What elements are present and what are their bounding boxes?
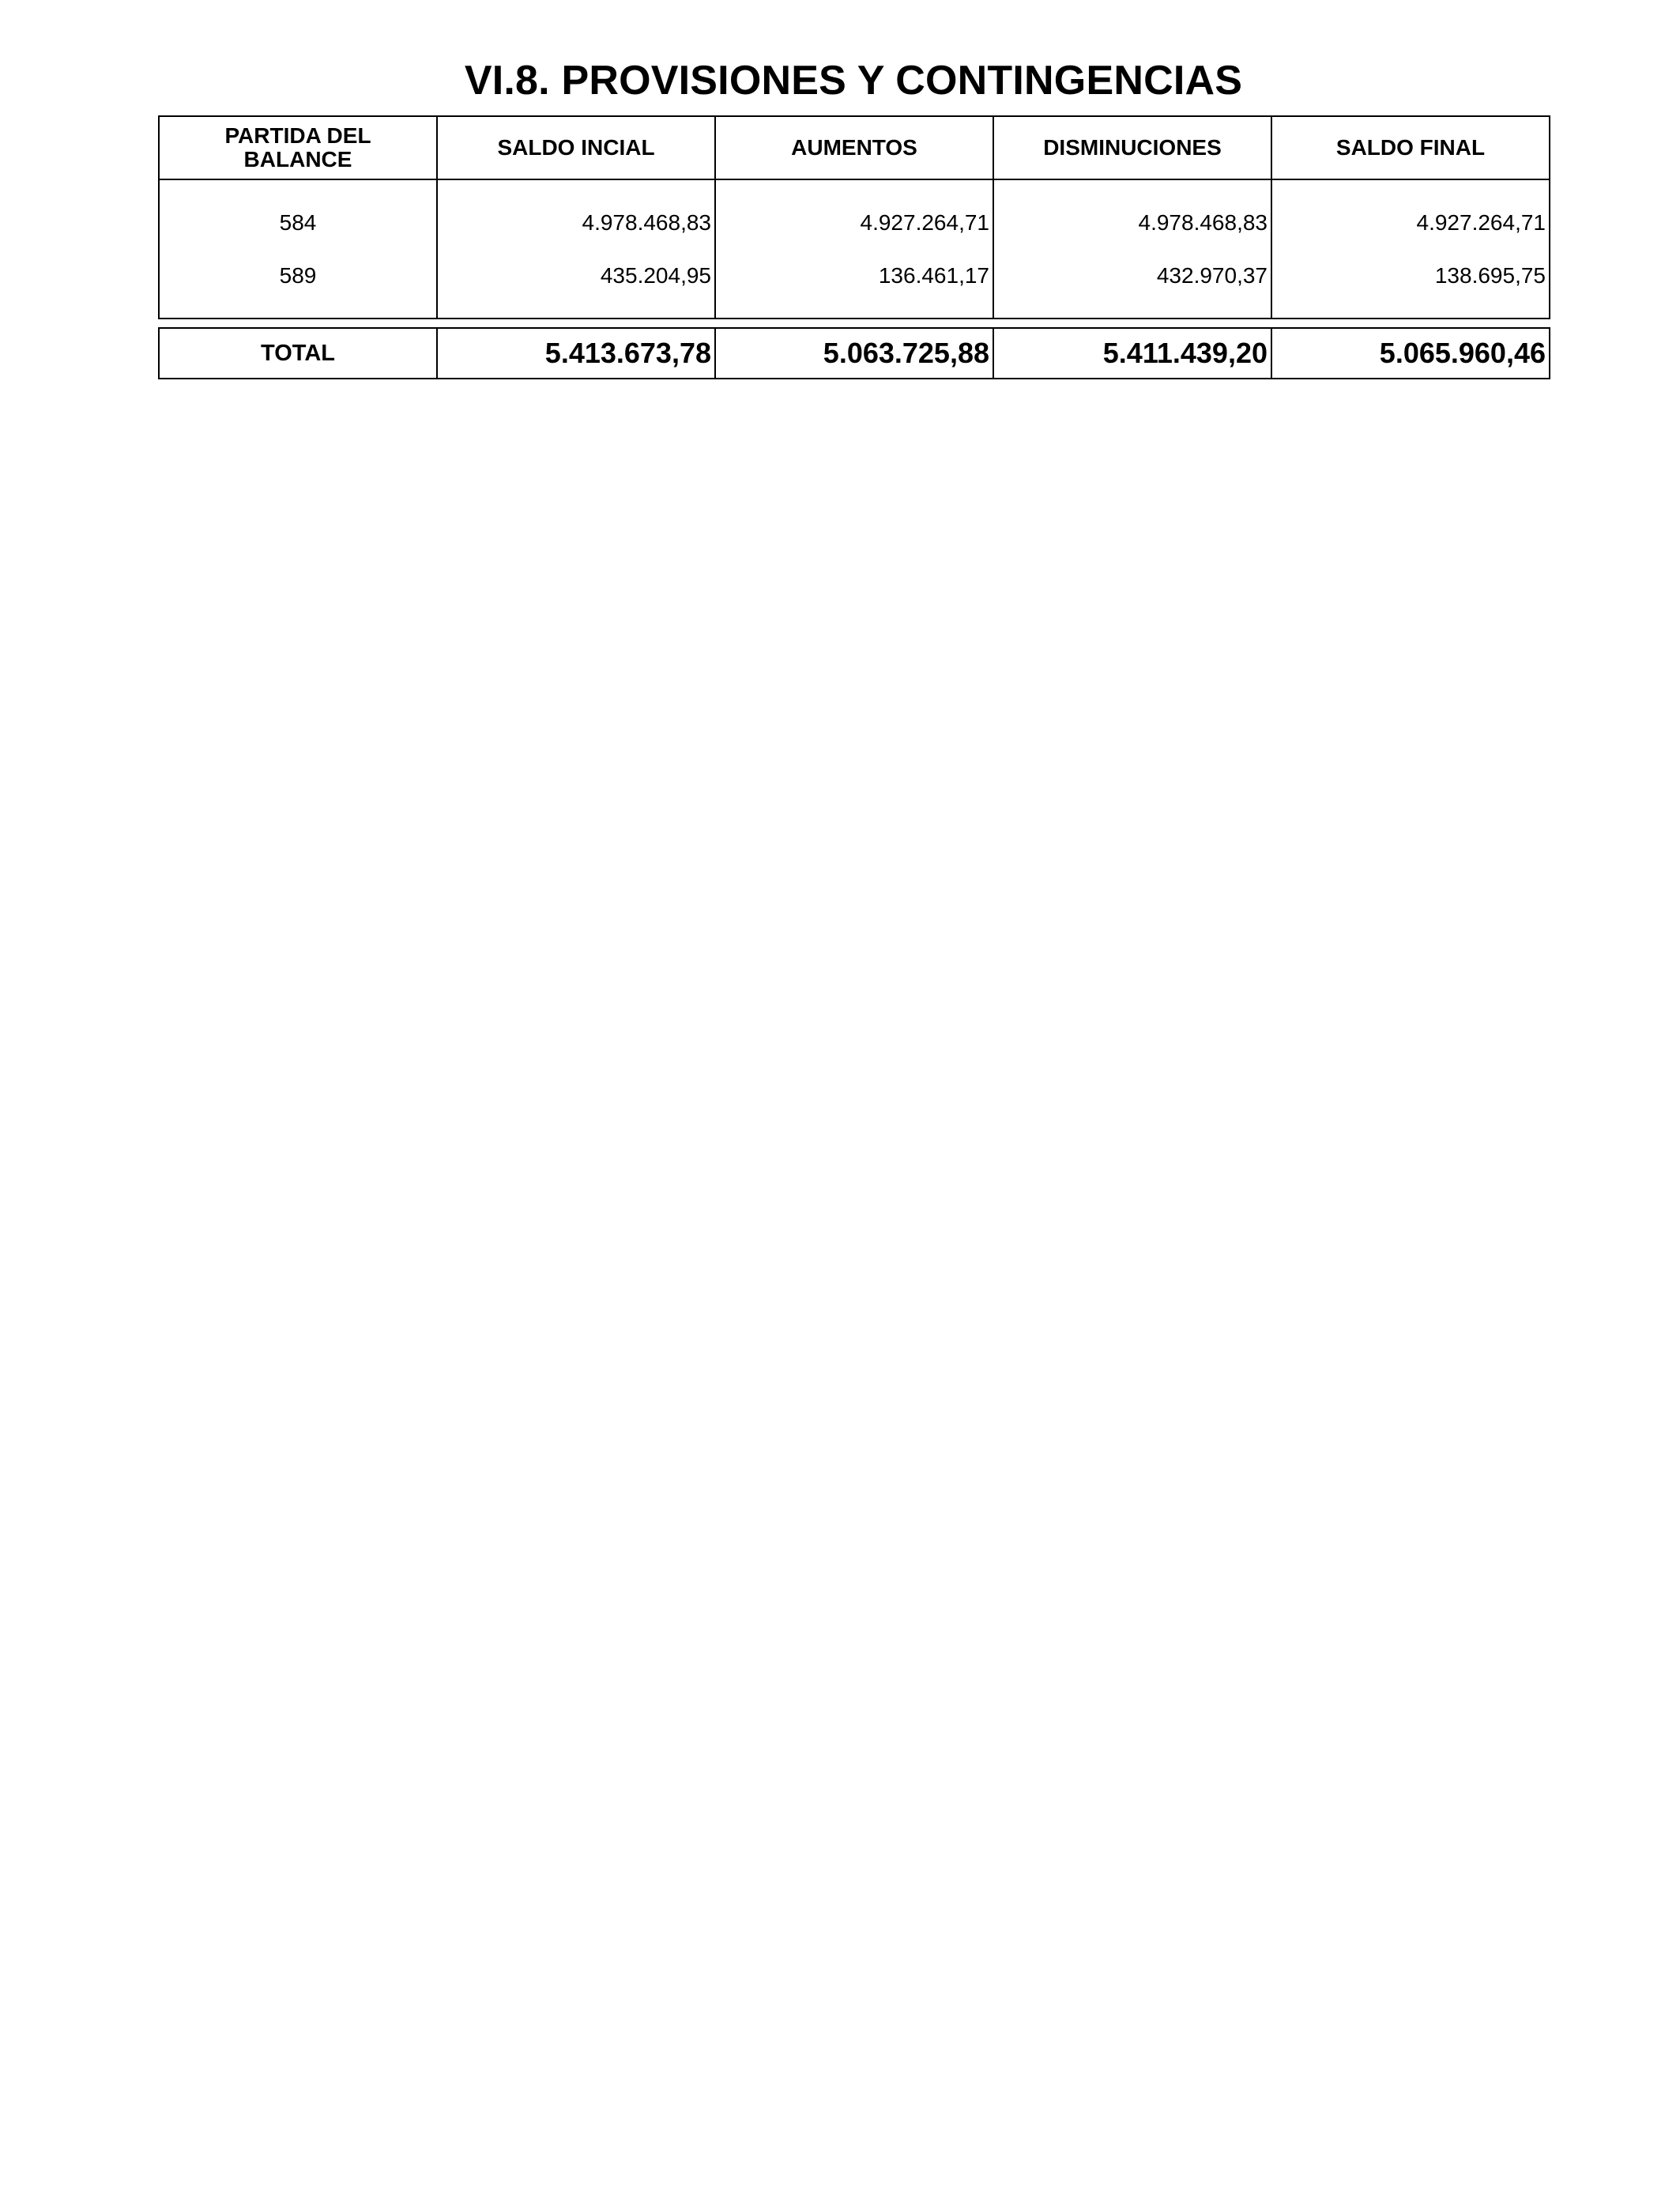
header-disminuciones: DISMINUCIONES [993, 116, 1271, 179]
total-table [158, 327, 1550, 379]
header-saldo-final: SALDO FINAL [1271, 116, 1550, 179]
header-saldo-inicial: SALDO INCIAL [437, 116, 715, 179]
header-aumentos: AUMENTOS [715, 116, 993, 179]
total-disminuciones: 5.411.439,20 [993, 328, 1271, 379]
table-row [159, 257, 1550, 319]
cell-partida: 589 [159, 257, 437, 319]
header-partida-del-balance: PARTIDA DEL BALANCE [159, 116, 437, 179]
cell-saldo-final: 138.695,75 [1271, 257, 1550, 319]
total-aumentos: 5.063.725,88 [715, 328, 993, 379]
cell-disminuciones: 432.970,37 [993, 257, 1271, 319]
total-saldo-inicial: 5.413.673,78 [437, 328, 715, 379]
cell-saldo-inicial: 4.978.468,83 [437, 179, 715, 257]
cell-saldo-inicial: 435.204,95 [437, 257, 715, 319]
table-row [159, 179, 1550, 257]
provisions-table [158, 115, 1550, 319]
total-saldo-final: 5.065.960,46 [1271, 328, 1550, 379]
total-label: TOTAL [159, 328, 437, 379]
cell-aumentos: 136.461,17 [715, 257, 993, 319]
cell-partida: 584 [159, 179, 437, 257]
table-header-row [159, 116, 1550, 179]
total-row [159, 328, 1550, 379]
cell-disminuciones: 4.978.468,83 [993, 179, 1271, 257]
cell-aumentos: 4.927.264,71 [715, 179, 993, 257]
cell-saldo-final: 4.927.264,71 [1271, 179, 1550, 257]
page-title: VI.8. PROVISIONES Y CONTINGENCIAS [464, 58, 1243, 104]
